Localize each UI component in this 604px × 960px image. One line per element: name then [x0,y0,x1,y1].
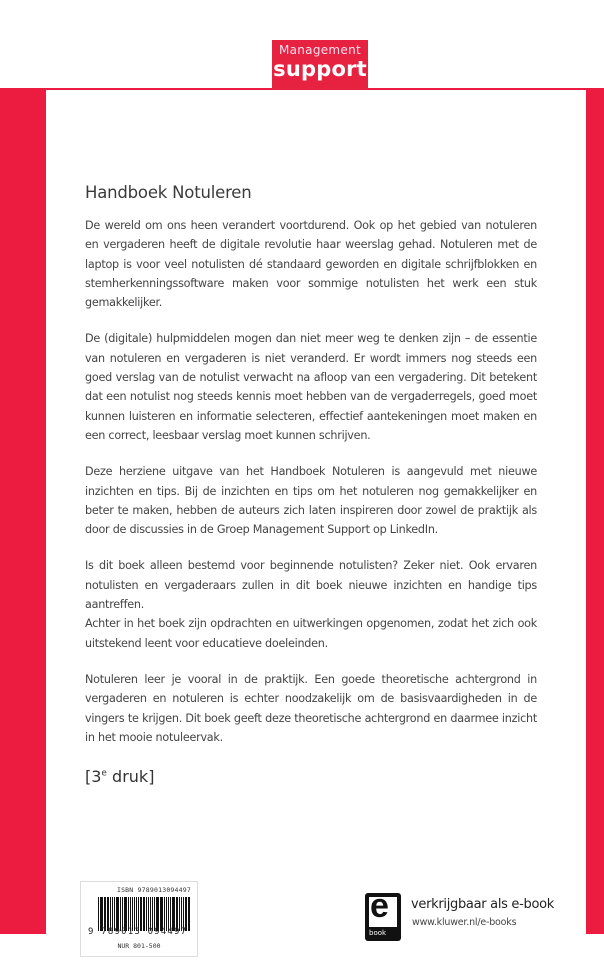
ebook-headline: verkrijgbaar als e-book [411,897,555,912]
barcode-bar [136,897,137,931]
back-cover-text [85,183,537,786]
barcode-bar [120,897,121,931]
barcode-bar [166,897,167,931]
book-title: Handboek Notuleren [85,183,252,202]
barcode-digits: 9 789013 094497 [88,927,188,937]
barcode-bar [154,897,155,931]
barcode-bar [100,897,101,931]
logo-line-2: support [273,57,367,81]
barcode-bar [177,897,178,931]
ebook-icon-letter: e [370,887,389,925]
barcode-bar [98,897,99,931]
barcode-bar [134,897,135,931]
barcode-bar [146,897,147,931]
barcode-bar [107,897,109,931]
barcode-bar [114,897,115,931]
logo-line-1: Management [278,43,362,57]
barcode-bar [157,897,158,931]
barcode-bar [117,897,118,931]
barcode-bar [160,897,161,931]
edition-label [85,767,537,786]
red-border-right [586,89,604,934]
isbn-label: ISBN 9789013094497 [116,886,191,894]
ebook-icon [365,887,401,941]
barcode-bar [110,897,111,931]
edition-text: druk] [106,767,155,787]
barcode-bar [104,897,105,931]
barcode-bar [181,897,182,931]
barcode-bar [161,897,163,931]
ebook-icon-label: book [369,929,387,937]
barcode-bar [105,897,106,931]
paragraph-2: De (digitale) hulpmiddelen mogen dan niet meer weg te denken zijn – de essentie van notuleren en vergaderen is niet veranderd. Er wordt immers nog steeds een goed verslag van de notulist verwacht na afloop van een vergadering. Dit betekent dat een notulist nog steeds kennis moet hebben van de vergaderregels, goed moet kunnen luisteren en informatie selecteren, effectief aantekeningen moet maken en een correct, leesbaar verslag moet kunnen schrijven. [85,332,537,442]
ebook-url[interactable]: www.kluwer.nl/e-books [412,917,517,928]
barcode-bar [122,897,123,931]
barcode-bar [128,897,129,931]
barcode-bar [141,897,142,931]
barcode-bar [172,897,173,931]
barcode-bars [98,897,191,931]
barcode-bar [168,897,169,931]
barcode-bar [173,897,174,931]
barcode-bar [130,897,131,931]
barcode-bar [150,897,151,931]
red-border-left [0,89,46,934]
paragraph-6: Notuleren leer je vooral in de praktijk. Een goede theoretische achtergrond in vergaderen en notuleren is echter noodzakelijk om de basisvaardigheden in de vingers te krijgen. Dit boek geeft deze theoretische achtergrond en daarmee inzicht in het mooie notuleervak. [85,672,537,744]
barcode-bar [176,897,177,931]
barcode-bar [124,897,125,931]
barcode-bar [140,897,141,931]
edition-superscript: e [101,768,107,779]
barcode-bar [183,897,184,931]
paragraph-3: Deze herziene uitgave van het Handboek Notuleren is aangevuld met nieuwe inzichten en tips. Bij de inzichten en tips om het notuleren nog gemakkelijker en beter te maken, hebben de auteurs zich laten inspireren door zowel de praktijk als door de discussies in de Groep Management Support op LinkedIn. [85,465,537,537]
barcode-bar [101,897,102,931]
nur-code: NUR 801-500 [117,942,161,950]
edition-number: [3 [85,767,102,787]
paragraph-5: Achter in het boek zijn opdrachten en uitwerkingen opgenomen, zodat het zich ook uitstekend leent voor educatieve doeleinden. [85,617,537,650]
barcode-bar [132,897,133,931]
isbn-barcode [80,881,198,957]
barcode-bar [188,897,189,931]
barcode-bar [152,897,153,931]
barcode-bar [170,897,171,931]
barcode-bar [148,897,149,931]
paragraph-1: De wereld om ons heen verandert voortdurend. Ook op het gebied van notuleren en vergaderen heeft de digitale revolutie haar weerslag gehad. Notuleren met de laptop is voor veel notulisten dé standaard geworden en digitale schrijfblokken en stemherkenningssoftware maken voor sommige notulisten het werk een stuk gemakkelijker. [85,219,537,310]
barcode-bar [189,897,190,931]
barcode-bar [179,897,180,931]
barcode-bar [138,897,139,931]
barcode-bar [112,897,113,931]
management-support-logo [272,40,368,90]
barcode-bar [185,897,187,931]
barcode-bar [156,897,157,931]
barcode-bar [116,897,117,931]
barcode-bar [143,897,145,931]
paragraph-4: Is dit boek alleen bestemd voor beginnende notulisten? Zeker niet. Ook ervaren notulisten en vergaderaars zullen in dit boek nieuwe inzichten en handige tips aantreffen. [85,559,537,612]
barcode-bar [164,897,165,931]
barcode-bar [125,897,127,931]
